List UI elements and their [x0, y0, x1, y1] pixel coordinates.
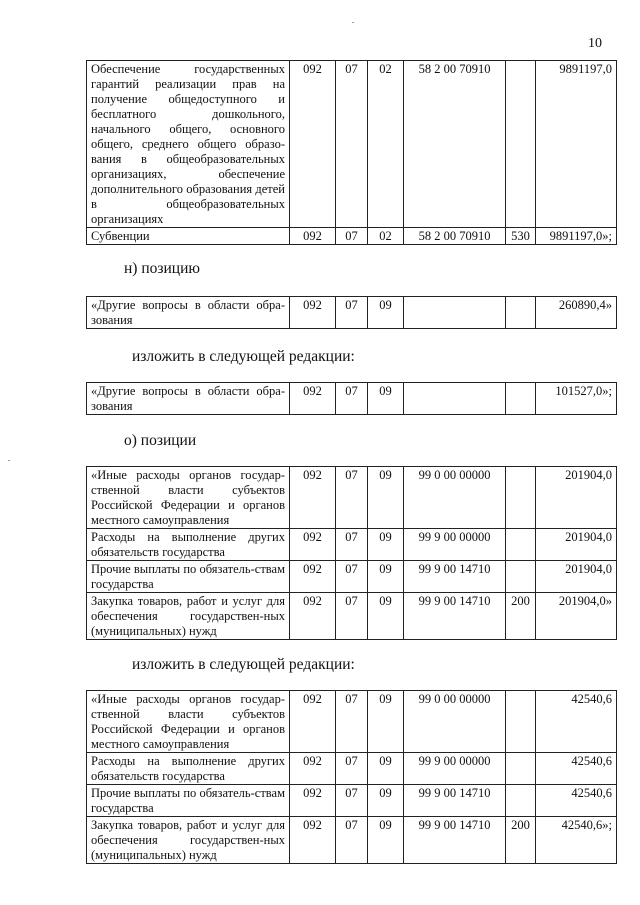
target-article-code: 58 2 00 70910	[404, 228, 506, 245]
row-name: Обеспечение государственных гарантий реализации прав на получение общедоступного и бесплатного дошкольного, начального общего, основного общего, среднего общего образо-вания в общеобразовательных организациях, обеспечение дополнительного образования детей в общеобразовательных организациях	[87, 61, 290, 228]
amount: 9891197,0»;	[536, 228, 617, 245]
ved-code: 092	[290, 467, 336, 529]
ved-code: 092	[290, 561, 336, 593]
amount: 42540,6	[536, 785, 617, 817]
section-code: 07	[336, 297, 368, 329]
subsection-code: 09	[368, 467, 404, 529]
scan-speck	[8, 460, 10, 461]
subsection-code: 09	[368, 297, 404, 329]
subsection-code: 09	[368, 529, 404, 561]
amount: 201904,0	[536, 467, 617, 529]
row-name: Закупка товаров, работ и услуг для обеспечения государствен-ных (муниципальных) нужд	[87, 593, 290, 640]
ved-code: 092	[290, 691, 336, 753]
expense-type-code: 200	[506, 593, 536, 640]
expense-type-code: 200	[506, 817, 536, 864]
row-name: «Иные расходы органов государ-ственной власти субъектов Российской Федерации и органов местного самоуправления	[87, 467, 290, 529]
row-name: Расходы на выполнение других обязательств государства	[87, 529, 290, 561]
row-name: Расходы на выполнение других обязательств государства	[87, 753, 290, 785]
subsection-code: 02	[368, 61, 404, 228]
table-row	[87, 691, 617, 753]
table-row	[87, 467, 617, 529]
subsection-code: 09	[368, 593, 404, 640]
subsection-code: 09	[368, 383, 404, 415]
budget-table-continued	[86, 60, 617, 245]
target-article-code: 99 9 00 14710	[404, 593, 506, 640]
expense-type-code	[506, 383, 536, 415]
amount: 9891197,0	[536, 61, 617, 228]
section-code: 07	[336, 529, 368, 561]
ved-code: 092	[290, 297, 336, 329]
section-heading: о) позиции	[124, 432, 197, 449]
table-row	[87, 228, 617, 245]
amount: 101527,0»;	[536, 383, 617, 415]
table-row	[87, 529, 617, 561]
target-article-code: 99 9 00 00000	[404, 529, 506, 561]
row-name: «Другие вопросы в области обра-зования	[87, 297, 290, 329]
amount: 201904,0	[536, 529, 617, 561]
row-name: «Другие вопросы в области обра-зования	[87, 383, 290, 415]
table-row	[87, 61, 617, 228]
ved-code: 092	[290, 383, 336, 415]
target-article-code: 99 9 00 00000	[404, 753, 506, 785]
target-article-code: 99 0 00 00000	[404, 691, 506, 753]
budget-table-old-position	[86, 296, 617, 329]
section-code: 07	[336, 228, 368, 245]
subsection-code: 09	[368, 753, 404, 785]
section-code: 07	[336, 561, 368, 593]
amount: 260890,4»	[536, 297, 617, 329]
row-name: Закупка товаров, работ и услуг для обеспечения государствен-ных (муниципальных) нужд	[87, 817, 290, 864]
section-code: 07	[336, 817, 368, 864]
expense-type-code	[506, 297, 536, 329]
amount: 42540,6»;	[536, 817, 617, 864]
subsection-code: 09	[368, 817, 404, 864]
expense-type-code	[506, 785, 536, 817]
expense-type-code	[506, 467, 536, 529]
ved-code: 092	[290, 61, 336, 228]
section-code: 07	[336, 383, 368, 415]
scan-speck	[352, 22, 354, 23]
page-number: 10	[588, 36, 602, 51]
amount: 201904,0»	[536, 593, 617, 640]
ved-code: 092	[290, 753, 336, 785]
table-row	[87, 297, 617, 329]
table-row	[87, 383, 617, 415]
ved-code: 092	[290, 228, 336, 245]
table-row	[87, 785, 617, 817]
section-heading: изложить в следующей редакции:	[132, 348, 355, 365]
amount: 201904,0	[536, 561, 617, 593]
expense-type-code	[506, 691, 536, 753]
table-row	[87, 753, 617, 785]
budget-table-new-position	[86, 382, 617, 415]
section-code: 07	[336, 61, 368, 228]
subsection-code: 09	[368, 561, 404, 593]
target-article-code	[404, 383, 506, 415]
table-row	[87, 817, 617, 864]
row-name: Прочие выплаты по обязатель-ствам государства	[87, 561, 290, 593]
expense-type-code	[506, 753, 536, 785]
target-article-code: 99 9 00 14710	[404, 561, 506, 593]
row-name: Прочие выплаты по обязатель-ствам государства	[87, 785, 290, 817]
section-code: 07	[336, 593, 368, 640]
target-article-code	[404, 297, 506, 329]
expense-type-code	[506, 561, 536, 593]
section-heading: изложить в следующей редакции:	[132, 656, 355, 673]
ved-code: 092	[290, 529, 336, 561]
target-article-code: 58 2 00 70910	[404, 61, 506, 228]
budget-table-new-positions	[86, 690, 617, 864]
table-row	[87, 593, 617, 640]
section-code: 07	[336, 785, 368, 817]
section-code: 07	[336, 753, 368, 785]
subsection-code: 09	[368, 785, 404, 817]
expense-type-code: 530	[506, 228, 536, 245]
row-name: «Иные расходы органов государ-ственной власти субъектов Российской Федерации и органов местного самоуправления	[87, 691, 290, 753]
section-heading: н) позицию	[124, 260, 200, 277]
table-row	[87, 561, 617, 593]
section-code: 07	[336, 467, 368, 529]
budget-table-old-positions	[86, 466, 617, 640]
ved-code: 092	[290, 817, 336, 864]
ved-code: 092	[290, 593, 336, 640]
subsection-code: 09	[368, 691, 404, 753]
expense-type-code	[506, 529, 536, 561]
expense-type-code	[506, 61, 536, 228]
subsection-code: 02	[368, 228, 404, 245]
target-article-code: 99 0 00 00000	[404, 467, 506, 529]
amount: 42540,6	[536, 691, 617, 753]
target-article-code: 99 9 00 14710	[404, 817, 506, 864]
ved-code: 092	[290, 785, 336, 817]
amount: 42540,6	[536, 753, 617, 785]
row-name: Субвенции	[87, 228, 290, 245]
target-article-code: 99 9 00 14710	[404, 785, 506, 817]
section-code: 07	[336, 691, 368, 753]
